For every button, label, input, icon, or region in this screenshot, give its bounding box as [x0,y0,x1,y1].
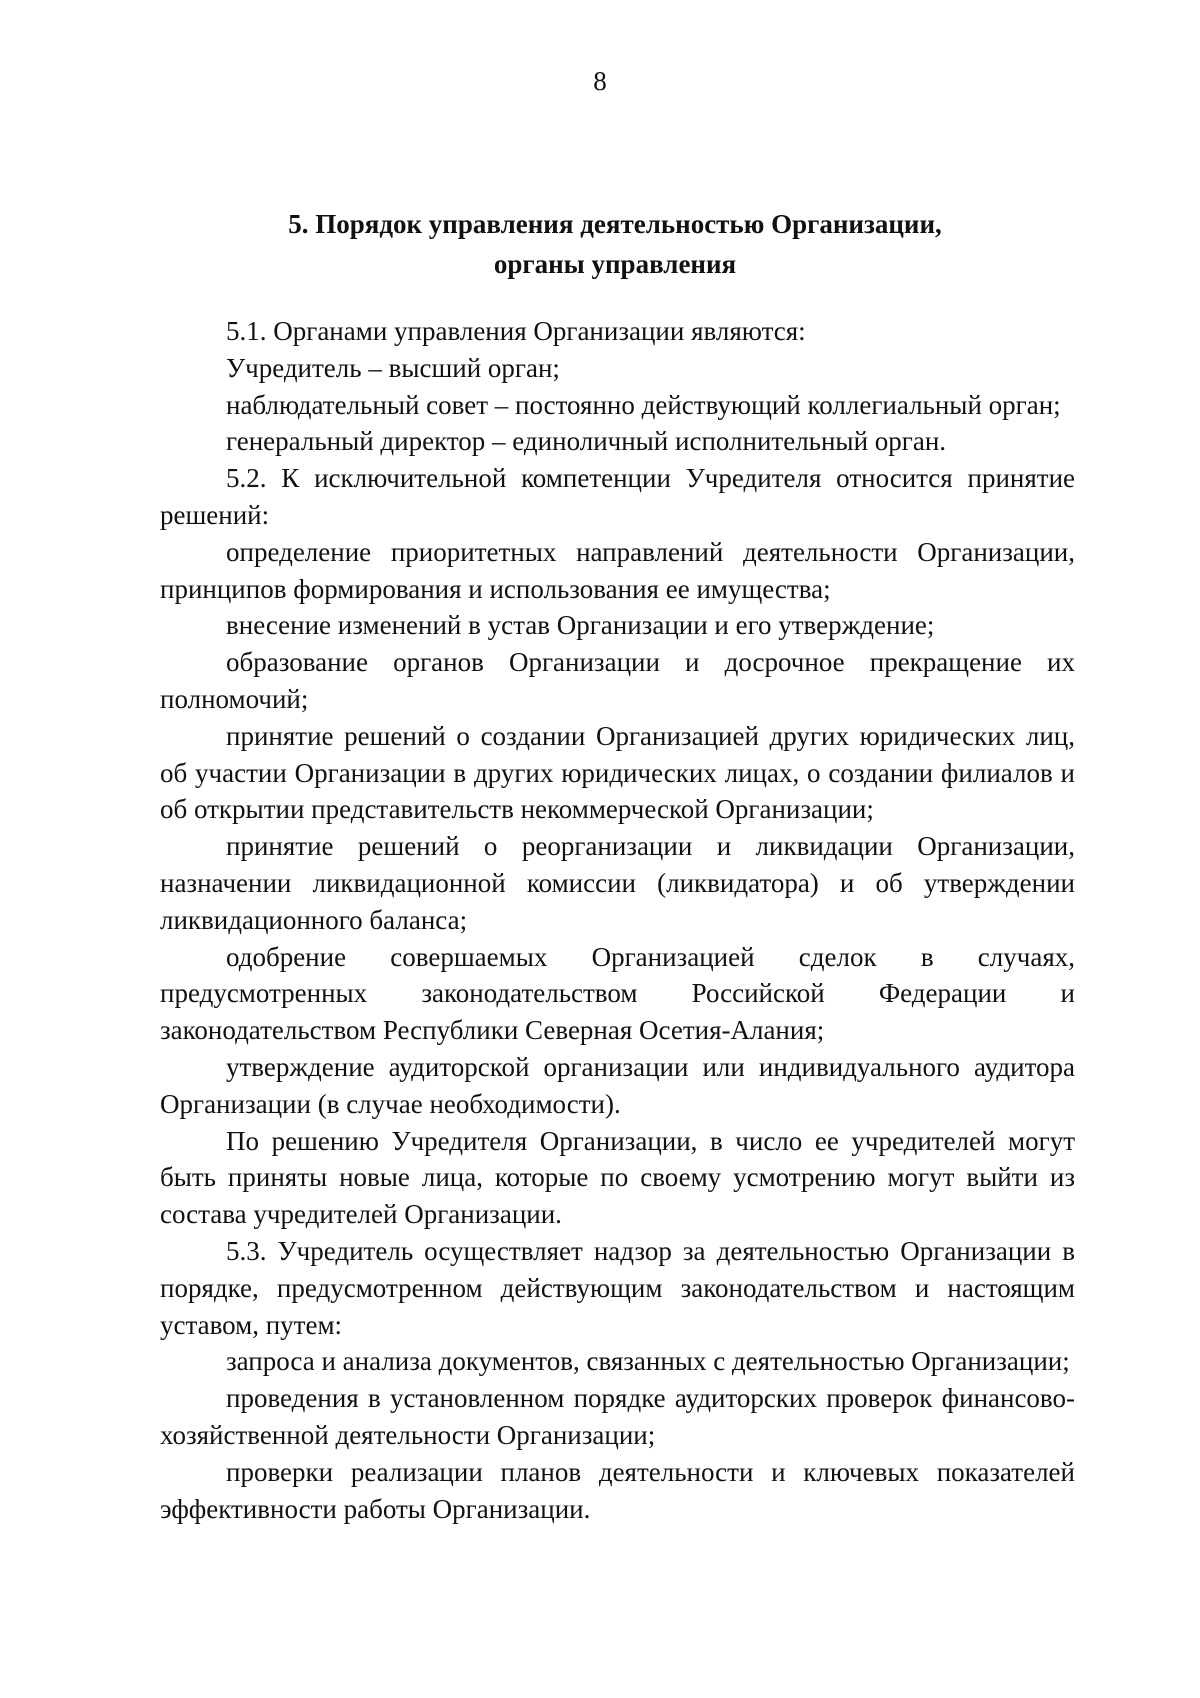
paragraph-audits: проведения в установленном порядке аудиторских проверок финансово-хозяйственной деятельности Организации; [160,1383,1075,1450]
page-number: 8 [593,66,607,96]
paragraph-charter-changes: внесение изменений в устав Организации и его утверждение; [226,610,935,641]
paragraph-plan-checks: проверки реализации планов деятельности и ключевых показателей эффективности работы Организации. [160,1456,1075,1524]
paragraph-auditor: утверждение аудиторской организации или индивидуального аудитора Организации (в случае необходимости). [160,1051,1075,1119]
paragraph-founder: Учредитель – высший орган; [226,352,560,383]
paragraph-general-director: генеральный директор – единоличный исполнительный орган. [226,426,947,457]
paragraph-5-1: 5.1. Органами управления Организации являются: [226,316,806,346]
paragraph-supervisory-board: наблюдательный совет – постоянно действующий коллегиальный орган; [226,389,1061,420]
paragraph-reorganization: принятие решений о реорганизации и ликвидации Организации, назначении ликвидационной комиссии (ликвидатора) и об утверждении ликвидационного баланса; [160,831,1075,935]
paragraph-5-3: 5.3. Учредитель осуществляет надзор за деятельностью Организации в порядке, предусмотренном действующим законодательством и настоящим уставом, путем: [160,1235,1075,1340]
section-heading-line-2: органы управления [493,249,737,279]
paragraph-transactions: одобрение совершаемых Организацией сделок в случаях, предусмотренных законодательством Российской Федерации и законодательством Республики Северная Осетия-Алания; [160,941,1075,1046]
section-heading [160,204,1070,284]
paragraph-new-founders: По решению Учредителя Организации, в число ее учредителей могут быть приняты новые лица, которые по своему усмотрению могут выйти из состава учредителей Организации. [160,1125,1075,1230]
paragraph-bodies-formation: образование органов Организации и досрочное прекращение их полномочий; [160,647,1075,714]
section-heading-line-1: 5. Порядок управления деятельностью Организации, [288,209,942,239]
paragraph-5-2: 5.2. К исключительной компетенции Учредителя относится принятие решений: [160,463,1075,530]
paragraph-document-requests: запроса и анализа документов, связанных с деятельностью Организации; [226,1346,1070,1377]
paragraph-priority-directions: определение приоритетных направлений деятельности Организации, принципов формирования и использования ее имущества; [160,536,1075,604]
paragraph-legal-entities: принятие решений о создании Организацией других юридических лиц, об участии Организации в других юридических лицах, о создании филиалов и об открытии представительств некоммерческой Организации; [160,720,1075,825]
section-body [160,313,1075,1527]
